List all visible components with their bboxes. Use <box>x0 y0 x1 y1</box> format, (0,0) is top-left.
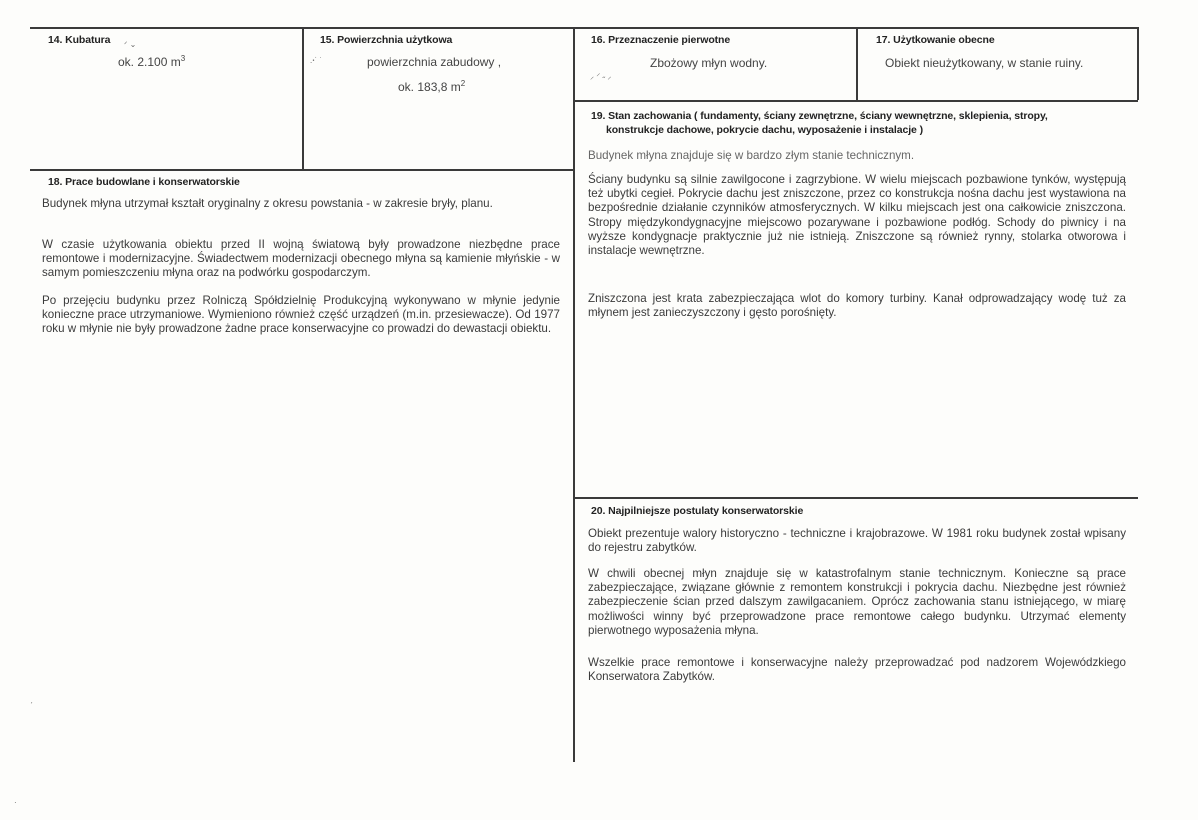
uzytkowanie-title: 17. Użytkowanie obecne <box>876 34 995 46</box>
section18-title: 18. Prace budowlane i konserwatorskie <box>48 176 240 188</box>
scan-speck: · <box>14 798 17 807</box>
divider-center <box>573 27 575 762</box>
divider-col1 <box>302 27 304 169</box>
scan-speck: ˏ <box>30 695 33 704</box>
section20-paragraph: Obiekt prezentuje walory historyczno - techniczne i krajobrazowe. W 1981 roku budynek został wpisany do rejestru zabytków. <box>588 527 1126 555</box>
kubatura-value: ok. 2.100 $m^3$ <box>118 54 186 69</box>
powierzchnia-line1: powierzchnia zabudowy , <box>367 55 502 69</box>
section19-paragraph: Ściany budynku są silnie zawilgocone i zagrzybione. W wielu miejscach pozbawione tynków, występują też ubytki cegieł. Pokrycie dachu jest zniszczone, przez co konstrukcja nośna dachu jest wystawiona na bezpośrednie działanie czynników atmosferycznych. W kilku miejscach jest ona całkowicie zniszczona. Stropy międzykondygnacyjne miejscowo pozarywane i pozbawione podłóg. Schody do piwnicy i na wyższe kondygnacje praktycznie już nie istnieją. Zniszczone są również rynny, stolarka otworowa i instalacje wewnętrzne. <box>588 173 1126 258</box>
section20-paragraph: W chwili obecnej młyn znajduje się w katastrofalnym stanie technicznym. Konieczne są prace zabezpieczające, związane głównie z remontem konstrukcji i pokrycia dachu. Niezbędne jest również zabezpieczenie ścian przed dalszym zawilgacaniem. Oprócz zachowania stanu istniejącego, w miarę możliwości winny być przeprowadzone prace remontowe całego budynku. Utrzymać elementy pierwotnego wyposażenia młyna. <box>588 567 1126 637</box>
divider-section20 <box>573 497 1138 499</box>
scan-speck: ⸝ ⸍ ˶ ⸝ <box>590 72 612 81</box>
right-border <box>1137 27 1139 100</box>
top-border <box>30 27 1138 29</box>
section18-paragraph: Po przejęciu budynku przez Rolniczą Spółdzielnię Produkcyjną wykonywano w młynie jedynie konieczne prace utrzymaniowe. Wymieniono również część urządzeń (m.in. przesiewacze). Od 1977 roku w młynie nie były prowadzone żadne prace konserwacyjne co prowadzi do dewastacji obiektu. <box>42 294 560 336</box>
przeznaczenie-title: 16. Przeznaczenie pierwotne <box>591 34 731 46</box>
kubatura-title: 14. Kubatura <box>48 34 111 46</box>
section19-title-line2: konstrukcje dachowe, pokrycie dachu, wyposażenie i instalacje ) <box>606 124 923 136</box>
section19-title-line1: 19. Stan zachowania ( fundamenty, ściany zewnętrzne, ściany wewnętrzne, sklepienia, stropy, <box>591 110 1048 122</box>
section19-paragraph: Budynek młyna znajduje się w bardzo złym stanie technicznym. <box>588 149 915 162</box>
section18-paragraph: Budynek młyna utrzymał kształt oryginalny z okresu powstania - w zakresie bryły, planu. <box>42 197 493 210</box>
section20-title: 20. Najpilniejsze postulaty konserwatorskie <box>591 505 804 517</box>
scan-speck: .ꞏ˙ ˙ <box>310 56 323 65</box>
divider-row-left <box>30 169 574 171</box>
scan-speck: ᐟ ⌄ <box>124 40 137 49</box>
powierzchnia-line2: ok. 183,8 $m^2$ <box>398 79 466 94</box>
przeznaczenie-value: Zbożowy młyn wodny. <box>650 56 768 70</box>
section18-paragraph: W czasie użytkowania obiektu przed II wojną światową były prowadzone niezbędne prace remontowe i modernizacyjne. Świadectwem modernizacji obecnego młyna są kamienie młyńskie - w samym pomieszczeniu młyna oraz na podwórku gospodarczym. <box>42 238 560 280</box>
divider-col3 <box>856 27 858 100</box>
section19-paragraph: Zniszczona jest krata zabezpieczająca wlot do komory turbiny. Kanał odprowadzający wodę tuż za młynem jest zanieczyszczony i gęsto porośnięty. <box>588 292 1126 320</box>
divider-row-top-right <box>573 100 1138 102</box>
uzytkowanie-value: Obiekt nieużytkowany, w stanie ruiny. <box>885 56 1084 70</box>
section20-paragraph: Wszelkie prace remontowe i konserwacyjne należy przeprowadzać pod nadzorem Wojewódzkiego Konserwatora Zabytków. <box>588 656 1126 684</box>
powierzchnia-title: 15. Powierzchnia użytkowa <box>320 34 453 46</box>
